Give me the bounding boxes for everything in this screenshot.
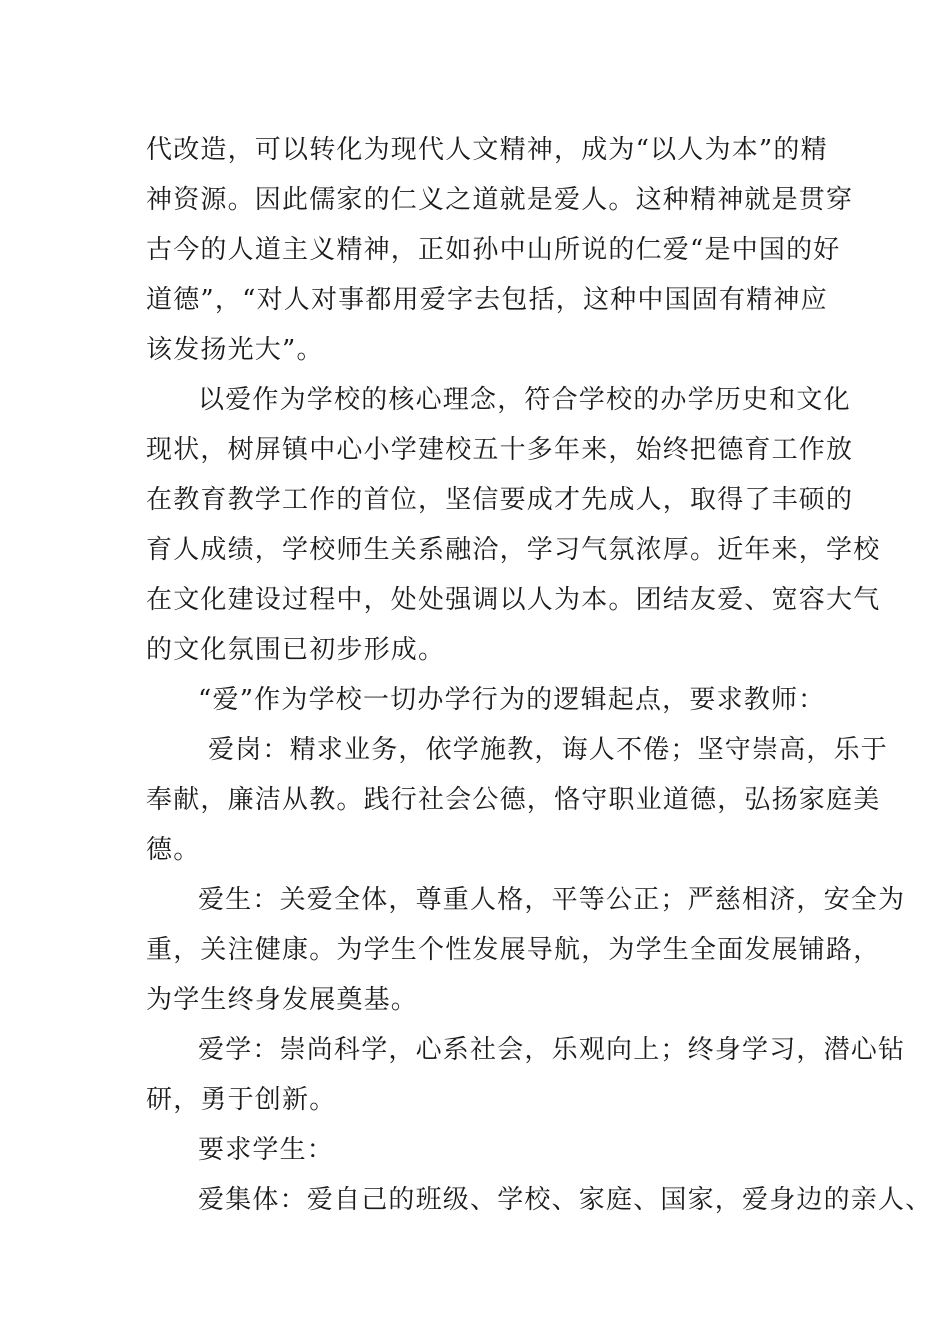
text-line-19: 爱学：崇尚科学，心系社会，乐观向上；终身学习，潜心钻 xyxy=(198,1035,906,1065)
text-line-13: 爱岗：精求业务，依学施教，诲人不倦；坚守崇高，乐于 xyxy=(208,735,889,765)
text-line-9: 育人成绩，学校师生关系融洽，学习气氛浓厚。近年来，学校 xyxy=(146,535,881,565)
text-line-2: 神资源。因此儒家的仁义之道就是爱人。这种精神就是贯穿 xyxy=(146,185,854,215)
text-line-20: 研，勇于创新。 xyxy=(146,1085,337,1115)
text-line-12: “爱”作为学校一切办学行为的逻辑起点，要求教师： xyxy=(198,685,826,715)
text-line-21: 要求学生： xyxy=(198,1135,335,1165)
text-line-15: 德。 xyxy=(146,835,201,865)
text-line-18: 为学生终身发展奠基。 xyxy=(146,985,419,1015)
text-line-6: 以爱作为学校的核心理念，符合学校的办学历史和文化 xyxy=(198,385,851,415)
text-line-3: 古今的人道主义精神，正如孙中山所说的仁爱“是中国的好 xyxy=(146,235,841,265)
text-line-17: 重，关注健康。为学生个性发展导航，为学生全面发展铺路， xyxy=(146,935,881,965)
text-line-10: 在文化建设过程中，处处强调以人为本。团结友爱、宽容大气 xyxy=(146,585,881,615)
text-line-14: 奉献，廉洁从教。践行社会公德，恪守职业道德，弘扬家庭美 xyxy=(146,785,881,815)
text-line-4: 道德”，“对人对事都用爱字去包括，这种中国固有精神应 xyxy=(146,285,828,315)
text-line-22: 爱集体：爱自己的班级、学校、家庭、国家，爱身边的亲人、 xyxy=(198,1185,933,1215)
text-line-7: 现状，树屏镇中心小学建校五十多年来，始终把德育工作放 xyxy=(146,435,854,465)
text-line-5: 该发扬光大”。 xyxy=(146,335,324,365)
text-line-8: 在教育教学工作的首位，坚信要成才先成人，取得了丰硕的 xyxy=(146,485,854,515)
text-line-11: 的文化氛围已初步形成。 xyxy=(146,635,446,665)
text-line-16: 爱生：关爱全体，尊重人格，平等公正；严慈相济，安全为 xyxy=(198,885,906,915)
text-line-1: 代改造，可以转化为现代人文精神，成为“以人为本”的精 xyxy=(146,135,828,165)
